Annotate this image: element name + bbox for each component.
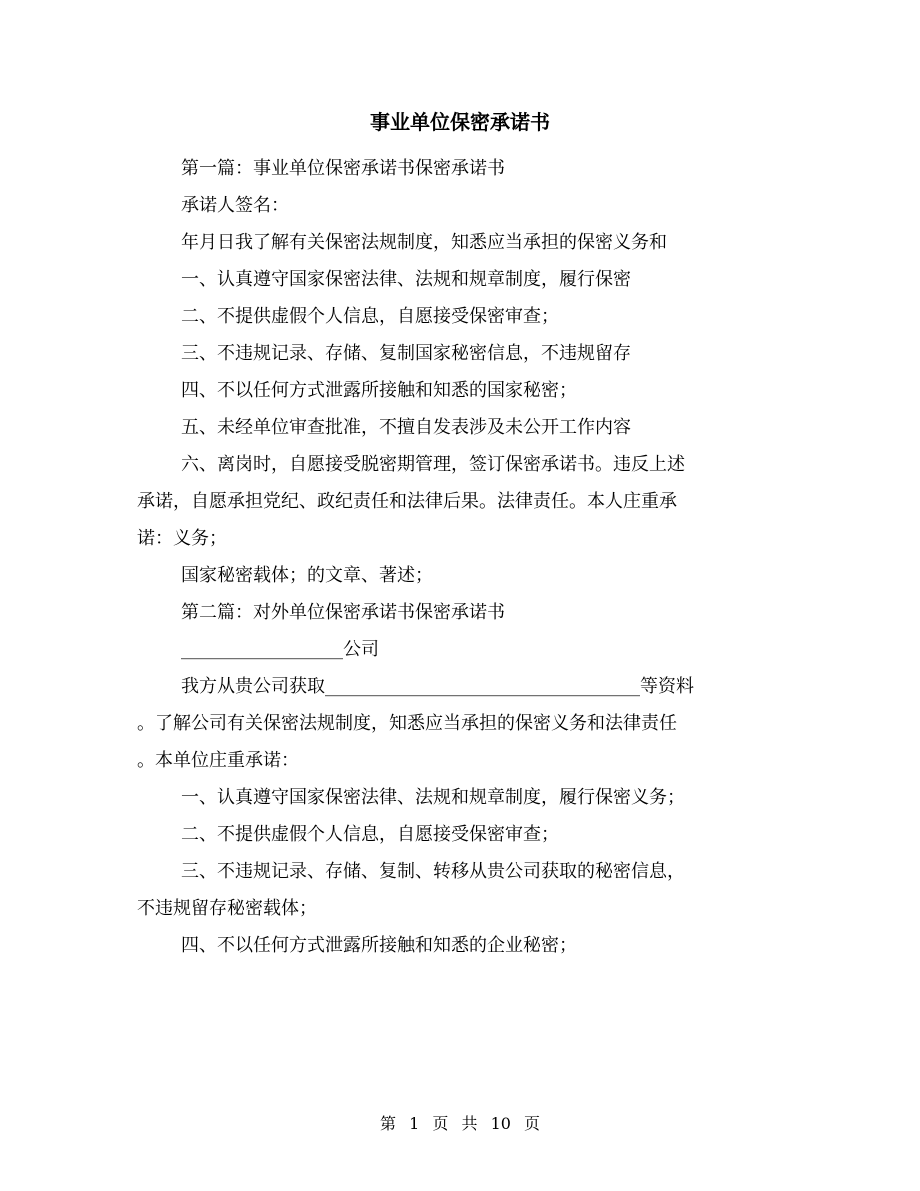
footer-current-page: 1 (409, 1114, 420, 1133)
paragraph-line: 三、不违规记录、存储、复制国家秘密信息，不违规留存 (181, 343, 631, 364)
paragraph-line: 第二篇：对外单位保密承诺书保密承诺书 (181, 602, 505, 623)
footer-label-total-unit: 页 (524, 1114, 541, 1133)
paragraph-line: 。了解公司有关保密法规制度，知悉应当承担的保密义务和法律责任 (137, 713, 677, 734)
page-footer (0, 1112, 920, 1136)
paragraph-line: 。本单位庄重承诺： (137, 750, 299, 771)
paragraph-line: 不违规留存秘密载体； (137, 898, 317, 919)
document-title: 事业单位保密承诺书 (370, 110, 550, 134)
footer-total-pages: 10 (490, 1114, 511, 1133)
materials-blank-line: 我方从贵公司获取___________________________________等资料 (181, 676, 694, 697)
paragraph-line: 诺：义务； (137, 528, 227, 549)
paragraph-line: 三、不违规记录、存储、复制、转移从贵公司获取的秘密信息， (181, 861, 685, 882)
paragraph-line: 第一篇：事业单位保密承诺书保密承诺书 (181, 158, 505, 179)
paragraph-line: 五、未经单位审查批准，不擅自发表涉及未公开工作内容 (181, 417, 631, 438)
footer-label-total: 共 (461, 1114, 478, 1133)
paragraph-line: 年月日我了解有关保密法规制度，知悉应当承担的保密义务和 (181, 232, 667, 253)
paragraph-line: 六、离岗时，自愿接受脱密期管理，签订保密承诺书。违反上述 (181, 454, 685, 475)
paragraph-line: 二、不提供虚假个人信息，自愿接受保密审查； (181, 824, 559, 845)
paragraph-line: 一、认真遵守国家保密法律、法规和规章制度，履行保密 (181, 269, 631, 290)
company-blank-line: __________________公司 (181, 639, 379, 660)
paragraph-line: 二、不提供虚假个人信息，自愿接受保密审查； (181, 306, 559, 327)
paragraph-line: 承诺，自愿承担党纪、政纪责任和法律后果。法律责任。本人庄重承 (137, 491, 677, 512)
paragraph-line: 四、不以任何方式泄露所接触和知悉的企业秘密； (181, 935, 577, 956)
paragraph-line: 国家秘密载体；的文章、著述； (181, 565, 433, 586)
paragraph-line: 一、认真遵守国家保密法律、法规和规章制度，履行保密义务； (181, 787, 685, 808)
paragraph-line: 四、不以任何方式泄露所接触和知悉的国家秘密； (181, 380, 577, 401)
footer-label-page-unit: 页 (432, 1114, 449, 1133)
document-body (137, 150, 777, 964)
footer-label-page: 第 (379, 1114, 396, 1133)
paragraph-line: 承诺人签名： (181, 195, 289, 216)
